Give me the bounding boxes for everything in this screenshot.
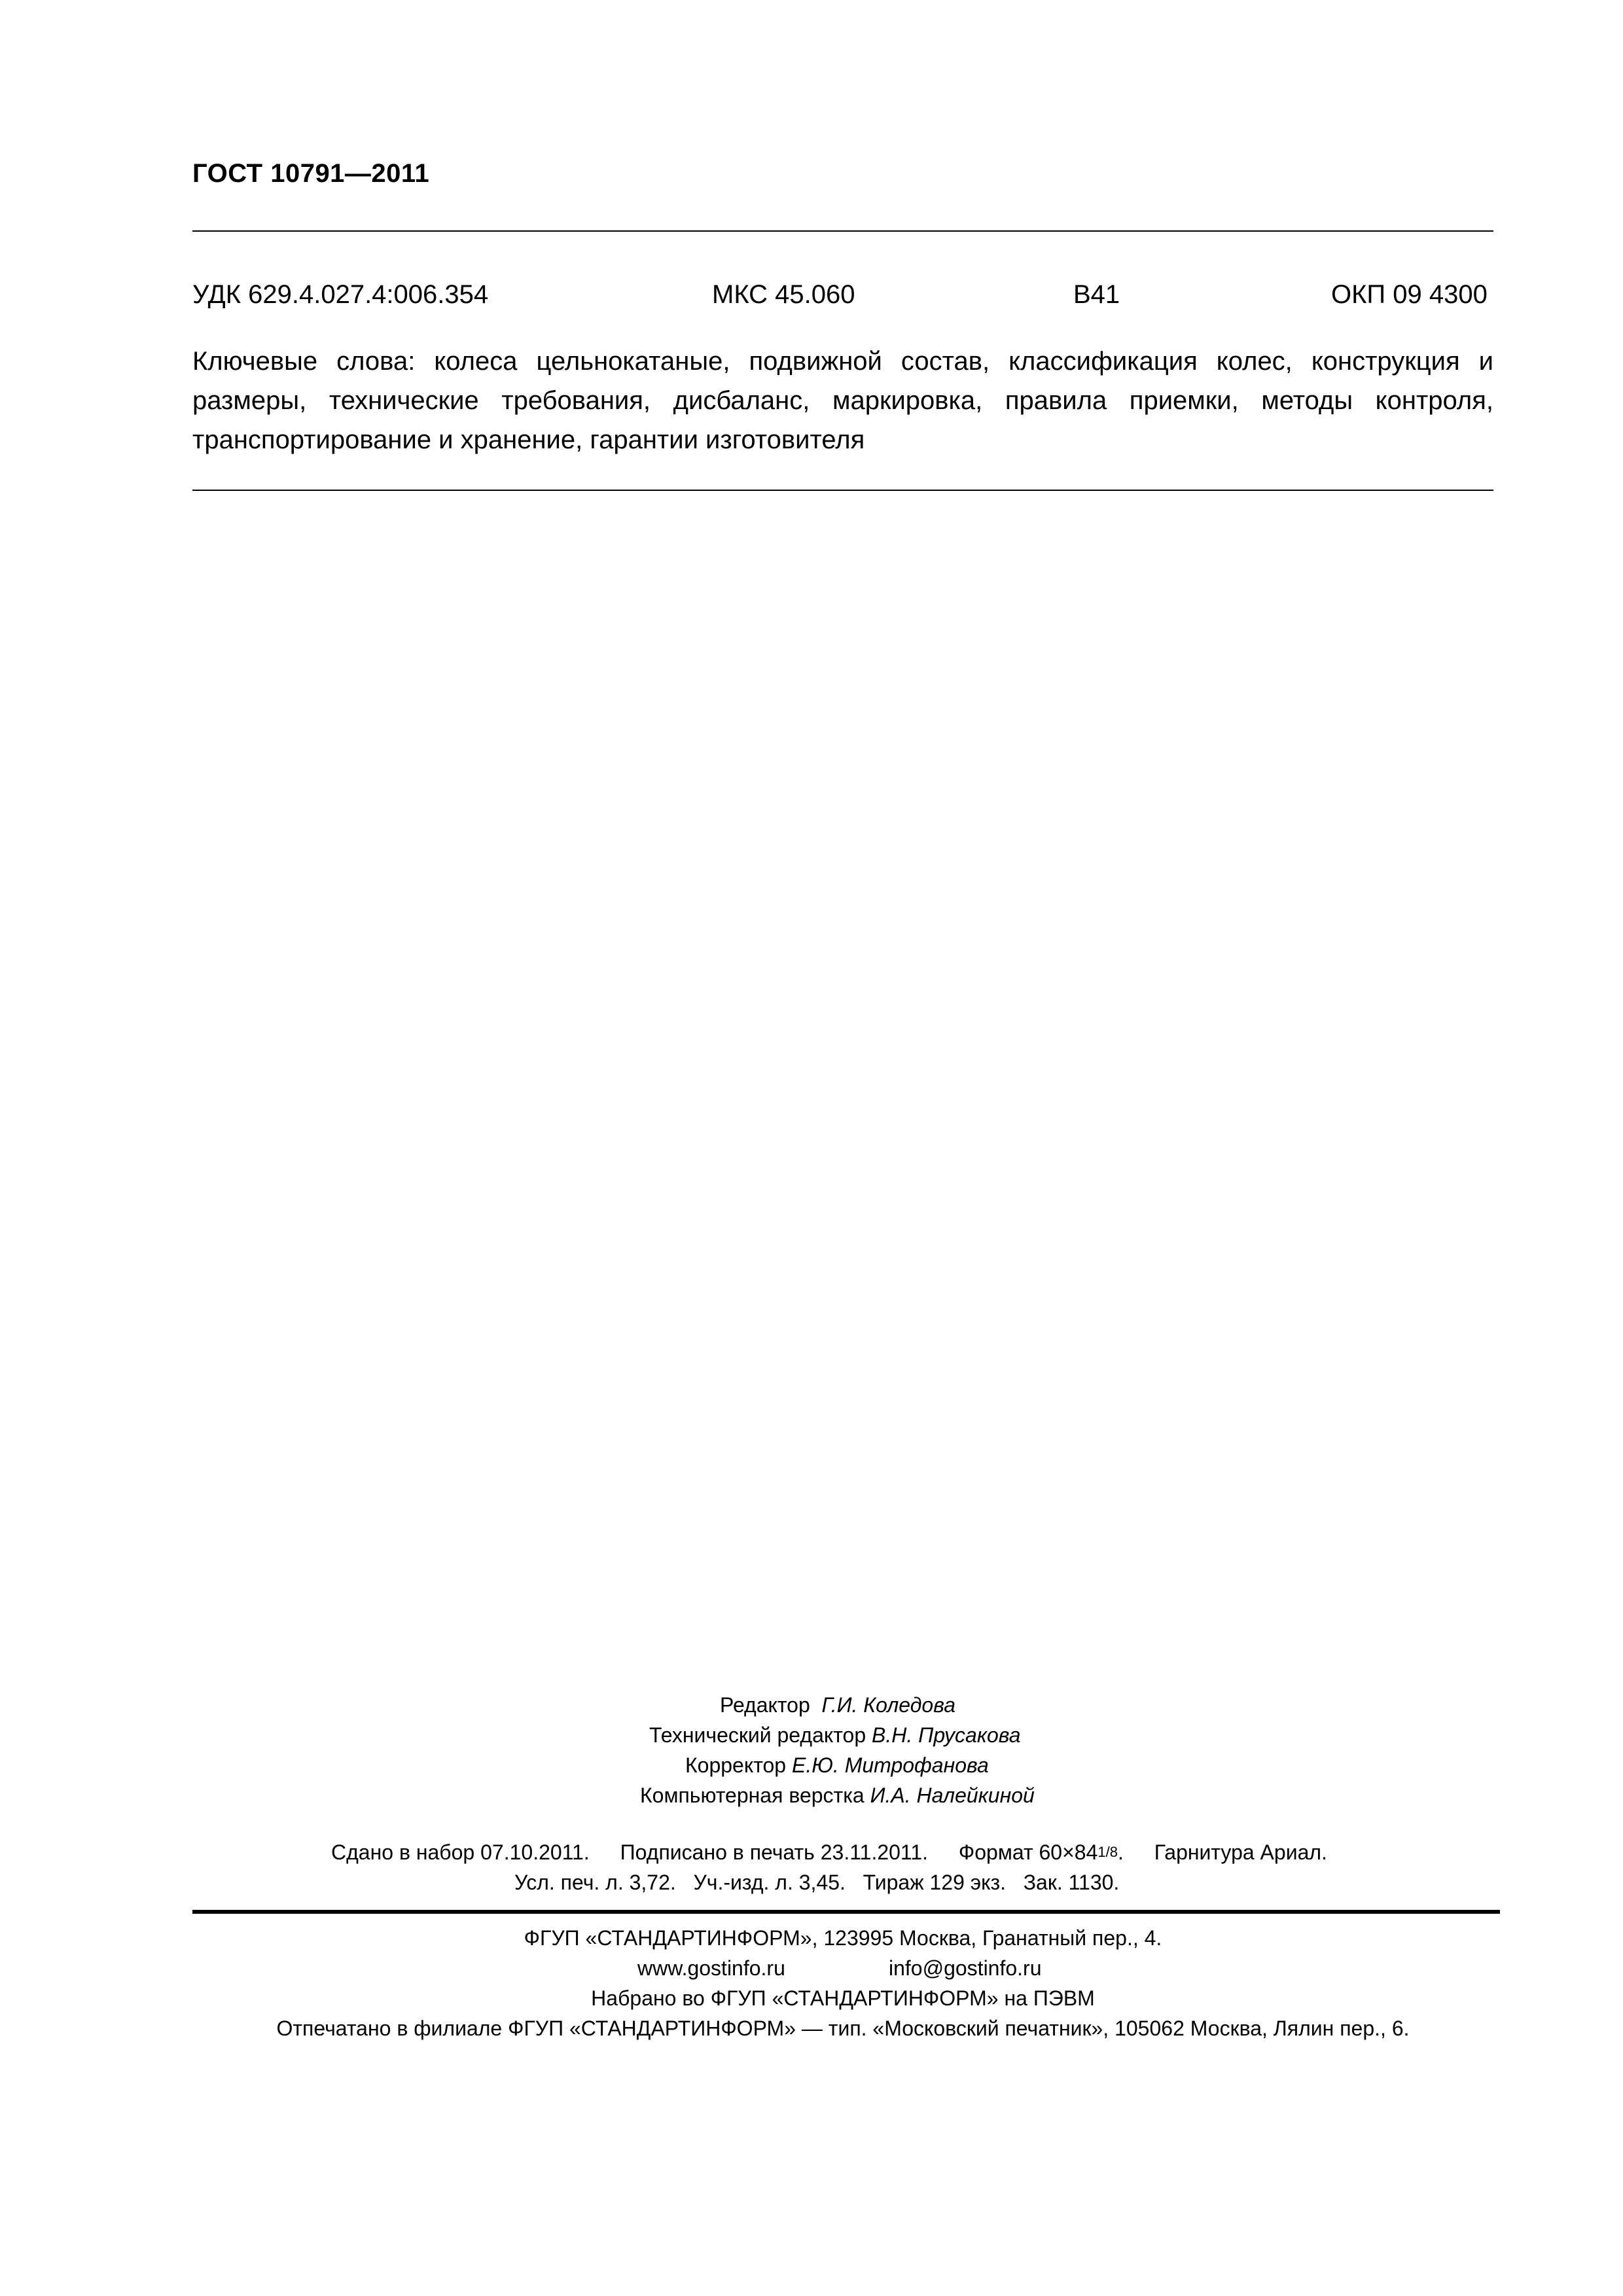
credit-name: В.Н. Прусакова — [872, 1723, 1021, 1747]
typeset-note: Набрано во ФГУП «СТАНДАРТИНФОРМ» на ПЭВМ — [591, 1986, 1095, 2010]
print-details-line1: Сдано в набор 07.10.2011. Подписано в печать 23.11.2011. Формат 60×841/8. Гарнитура Ариал. — [331, 1840, 1327, 1864]
keywords-paragraph — [192, 342, 1493, 459]
edition-sheets: Уч.-изд. л. 3,45. — [693, 1871, 846, 1894]
top-divider — [192, 230, 1493, 232]
credit-layout — [640, 1784, 1035, 1808]
credit-name: Е.Ю. Митрофанова — [791, 1753, 989, 1777]
category-code: В41 — [1073, 280, 1120, 309]
submitted-date: Сдано в набор 07.10.2011. — [331, 1840, 590, 1864]
format-fraction: 1/8 — [1097, 1844, 1118, 1860]
credit-name: И.А. Налейкиной — [870, 1784, 1035, 1807]
credit-name: Г.И. Коледова — [821, 1693, 956, 1717]
imprint-divider — [192, 1910, 1500, 1914]
publisher-website: www.gostinfo.ru — [637, 1956, 785, 1980]
print-details-line2 — [514, 1871, 1119, 1895]
document-title: ГОСТ 10791—2011 — [192, 159, 430, 188]
paper-format: Формат 60×84 — [958, 1840, 1098, 1864]
okp-code: ОКП 09 4300 — [1331, 280, 1488, 309]
keywords-text: колеса цельнокатаные, подвижной состав, классификация колес, конструкция и размеры, технические требования, дисбаланс, маркировка, правила приемки, методы контроля, транспортирование и хранение, гарантии изготовителя — [192, 347, 1493, 454]
keywords-divider — [192, 490, 1493, 491]
credit-editor — [720, 1693, 955, 1717]
keywords-label: Ключевые слова: — [192, 347, 416, 376]
publisher-address: ФГУП «СТАНДАРТИНФОРМ», 123995 Москва, Гранатный пер., 4. — [524, 1926, 1162, 1950]
printed-note: Отпечатано в филиале ФГУП «СТАНДАРТИНФОРМ» — тип. «Московский печатник», 105062 Москва, Лялин пер., 6. — [276, 2017, 1410, 2040]
signed-date: Подписано в печать 23.11.2011. — [620, 1840, 929, 1864]
credit-role: Корректор — [685, 1753, 787, 1777]
typeface: Гарнитура Ариал. — [1154, 1840, 1327, 1864]
print-run: Тираж 129 экз. — [863, 1871, 1007, 1894]
udk-code: УДК 629.4.027.4:006.354 — [192, 280, 489, 309]
order-number: Зак. 1130. — [1023, 1871, 1120, 1894]
credit-tech-editor — [649, 1723, 1021, 1748]
publisher-email: info@gostinfo.ru — [889, 1956, 1042, 1980]
credit-role: Технический редактор — [649, 1723, 866, 1747]
credit-role: Редактор — [720, 1693, 810, 1717]
print-sheets: Усл. печ. л. 3,72. — [514, 1871, 676, 1894]
credit-corrector — [685, 1753, 989, 1778]
credit-role: Компьютерная верстка — [640, 1784, 865, 1807]
mks-code: МКС 45.060 — [712, 280, 855, 309]
